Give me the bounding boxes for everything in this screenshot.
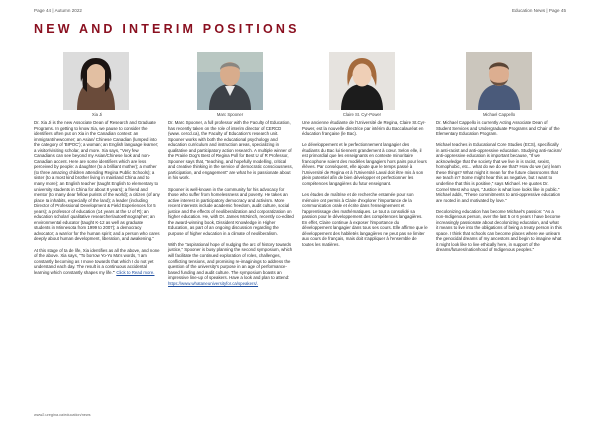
article-column-michael-cappello [436, 120, 562, 259]
article-column-marc-spooner [168, 120, 294, 292]
article-column-claire-st-cyr-power [302, 120, 428, 253]
page-title: NEW AND INTERIM POSITIONS [34, 22, 300, 36]
paragraph: Dr. Marc Spooner, a full professor with the Faculty of Education, has recently taken on the role of interim director of CERCD (www. cercd.ca), the Faculty of Education's research unit. Spooner works with both the educational psychology and education curriculum and instruction areas, specializing in qualitative and participatory action research. A multiple winner of the Prairie Dog's Best of Regina Poll for Best U of R Professor, Spooner says that, "teaching, and hopefully modelling, critical and creative thinking in the service of democratic consciousness, participation, and engagement" are what he is passionate about in his work. [168, 120, 293, 181]
read-more-link[interactable]: Click to Read more. [116, 269, 155, 275]
paragraph: Les études de maîtrise et de recherche entamée pour son mémoire ont permis à Claire d'explorer l'importance de la communication orale et écrite dans l'enseignement et l'apprentissage des mathématiques. Le tout a consolidé sa passion pour le développement des compétences langagières. En effet, Claire continue à exposer l'importance du développement langagier dans tous ses cours. Elle affirme que le développement des habiletés langagières ne peut pas se limiter aux cours de français, mais doit s'appliquer à l'ensemble de toutes les matières. [302, 192, 428, 247]
paragraph: Le développement et le perfectionnement langagier des étudiants du Bac lui tiennent grandement à cœur. Selon elle, il est primordial que les enseignants en contexte minoritaire francophone soient des modèles langagiers hors pairs pour leurs élèves. Par conséquent, elle ajoute que le temps passé à l'Université de Regina et à l'Université Laval doit être mis à son plein potentiel afin de bien développer et perfectionner les compétences langagières du futur enseignant. [302, 142, 427, 186]
paragraph: Michael teaches in Educational Core Studies (ECS), specifically in anti-racist and anti-oppressive education. Studying anti-racism/ anti-oppressive education is important because, "If we acknowledge that the society that we live in is racist, sexist, homophobic, etc... what do we do we that? How do we (un) learn these things? What might it mean for the future classrooms that we teach in? Some might hear this as negative, but I want to underline that this is positive," says Michael. He quotes Dr. Cornel West who says, "Justice is what love looks like in public." Michael adds, "These commitments to anti-oppressive education are rooted in and motivated by love." [436, 142, 562, 203]
paragraph [34, 248, 160, 276]
paragraph: Dr. Michael Cappello is currently Acting Associate Dean of Student Services and Undergraduate Programs and Chair of the Elementary Education Program. [436, 120, 560, 137]
page-header-right: Education News | Page 45 [511, 8, 566, 13]
paragraph: Decolonizing education has become Michael's passion: "As a non-Indigenous person, over the last 5 or 6 years I have become increasingly passionate about decolonizing education, and what it means to live into the obligations of being a treaty person in this space. I think that schools can become places where we unlearn the genocidal dreams of my ancestors and begin to imagine what it might look like to live ethically here, in support of the dreams/futures/nationhood of Indigenous peoples." [436, 208, 562, 253]
symposium-speakers-link[interactable]: https://www.whataneuniversityfor.ca/speakers/. [168, 280, 259, 286]
paragraph: Une ancienne étudiante de l'Université de Regina, Claire St.Cyr-Power, est la nouvelle directrice par intérim du Baccalauréat en éducation française (le Bac). [302, 120, 426, 137]
paragraph: Spooner is well-known in the community for his advocacy for those who suffer from homelessness and poverty. He takes an active interest in participatory democracy and activism. More recent interests include academic freedom, audit culture, social justice and the effects of neoliberalization and corporatization on higher education. He, with Dr. James McNinch, recently co-edited the award-winning book, Dissident Knowledge in Higher Education, as part of an ongoing discussion regarding the purpose of higher education in a climate of neoliberalism. [168, 186, 294, 236]
footer-url[interactable]: www2.uregina.ca/education/news [34, 413, 91, 417]
caption-xia-ji: Xia Ji [91, 112, 103, 117]
photo-xia-ji [63, 52, 129, 110]
paragraph-text: At this stage of ta de life, Xia identifies as all the above, and none of the above. Xia says, "To borrow Yo-Yo Ma's words, 'I am constantly becoming as I move towards that which I do not yet understand each day. The result is a continuous accidental learning which constantly shapes my life.'" [34, 247, 160, 275]
caption-claire-st-cyr-power: Claire St. Cyr-Power [342, 112, 382, 117]
paragraph: Dr. Xia Ji is the new Associate Dean of Research and Graduate Programs. In getting to know Xia, we pause to consider the identifiers often put on Xia in the Canadian context: an immigrant/newcomer; an Asian/ Chinese Canadian (lumped into the category of 'BIPOC'); a woman; an English language learner; a visitor/visiting scholar, and more. Xia says, "Very few Canadians can see beyond my Asian/Chinese look and non-Canadian accent. Here are some identifiers which are less perceived by people: a daughter (to a brilliant mother); a mother (to three amazing children attending Regina Public Schools); a sister (to a most kind brother living in mainland China and to many more); an English teacher (taught English to elementary to university students in China for about 8 years); a friend and mentor (to many dear fellow purists of the world); a citizen (of any place Ia inhabits, especially of the land); a leader (including Director of Professional Development & Field Experiences for 5 years); a professor of education (14 years at the U of R); an education scholar/ qualitative researcher/autoethnographer; an environmental educator (taught K-12 as well as graduate students in Minnesota from 1999 to 2007); a democracy advocator; a warrior for the human spirit; and a person who cares deeply about human development, liberation, and awakening." [34, 120, 160, 242]
photo-marc-spooner [197, 52, 263, 110]
paragraph-text: With the "aspirational hope of nudging the arc of history towards justice," Spooner is busy planning the second symposium, which will facilitate the continued exploration of roles, challenges, conflicting tensions, and promising re-imaginings to address the question of the university's purpose in an age of performance-based funding and audit culture. The symposium boasts an impressive line-up of speakers. Have a look and plan to attend: [168, 241, 293, 281]
article-column-xia-ji [34, 120, 160, 281]
photo-michael-cappello [466, 52, 532, 110]
portrait-image [329, 52, 395, 110]
portrait-image [63, 52, 129, 110]
portrait-image [466, 52, 532, 110]
paragraph [168, 242, 294, 286]
page-header-left: Page 44 | Autumn 2022 [34, 8, 82, 13]
portrait-image [197, 52, 263, 110]
caption-marc-spooner: Marc Spooner [216, 112, 244, 117]
caption-michael-cappello: Michael Cappello [482, 112, 516, 117]
photo-claire-st-cyr-power [329, 52, 395, 110]
